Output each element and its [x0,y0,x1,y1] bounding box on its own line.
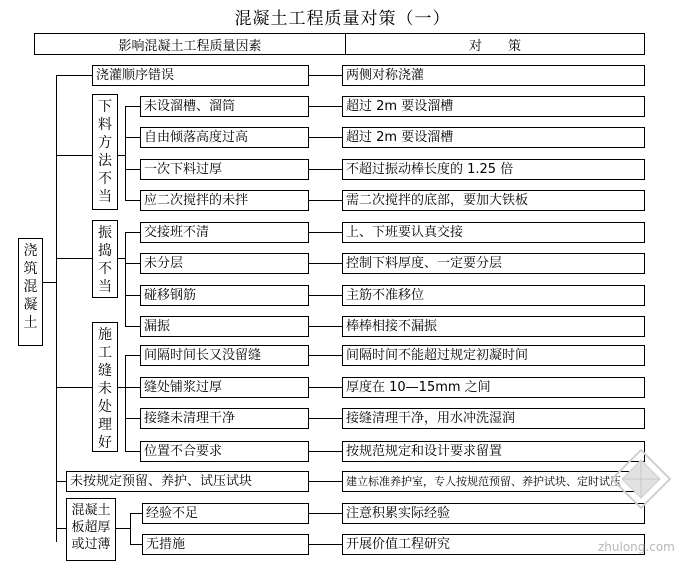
group-char: 当 [98,279,112,295]
group-1-spine [125,106,126,200]
group-char: 理 [98,417,112,433]
link-row-4 [308,169,342,170]
page-title: 混凝土工程质量对策（一） [234,9,451,29]
stub-row-4 [125,169,140,170]
cause-box [140,159,309,180]
cause-text: 经验不足 [146,506,199,521]
stub-row-13 [125,451,140,452]
cause-text: 碰移钢筋 [144,288,197,303]
trunk-to-group-2 [56,258,92,259]
group-char: 料 [98,117,112,133]
group-construction-joint [92,322,118,452]
stub-row-3 [125,137,140,138]
group-line: 或过薄 [71,537,111,552]
group-feeding-method [92,94,118,210]
cause-text: 无措施 [146,537,186,552]
cause-text: 未按规定预留、养护、试压试块 [70,474,253,489]
root-connector [42,282,57,283]
link-row-1 [308,75,342,76]
cause-text: 位置不合要求 [144,444,223,459]
stub-row-9 [125,326,140,327]
cause-box [140,285,309,306]
trunk-line [56,75,57,542]
stub-row-12 [125,418,140,419]
trunk-to-group-4 [56,528,66,529]
cause-text: 未设溜槽、溜筒 [144,99,236,114]
cause-box [140,127,309,148]
watermark-logo-icon [610,448,672,510]
link-row-13 [308,451,342,452]
stub-row-7 [125,263,140,264]
link-row-16 [308,544,342,545]
watermark-text: zhulong.com [598,540,675,554]
header-causes [34,33,346,55]
measure-text: 建立标准养护室，专人按规范预留、养护试块、定时试压 [346,475,621,488]
group-char: 施 [98,327,112,343]
measure-text: 接缝清理干净，用水冲洗湿润 [346,411,516,426]
group-char: 缝 [98,363,112,379]
cause-text: 漏振 [144,319,171,334]
root-char: 浇 [23,243,38,259]
link-row-11 [308,387,342,388]
group-char: 处 [98,399,112,415]
root-char: 筑 [23,261,38,277]
stub-row-8 [125,295,140,296]
group-char: 方 [98,135,112,151]
group-char: 捣 [98,243,112,259]
group-char: 法 [98,153,112,169]
stub-row-6 [125,232,140,233]
cause-box [140,222,309,243]
group-line: 板超厚 [71,520,111,535]
cause-text: 应二次搅拌的未拌 [144,193,249,208]
measure-text: 注意积累实际经验 [346,506,451,521]
group-char: 当 [98,189,112,205]
stub-row-15 [130,513,142,514]
link-row-9 [308,326,342,327]
link-row-10 [308,355,342,356]
group-char: 好 [98,435,112,451]
measure-text: 开展价值工程研究 [346,537,451,552]
measure-box [342,408,645,429]
group-char: 振 [98,225,112,241]
measure-box [342,253,645,274]
measure-text: 棒棒相接不漏振 [346,319,438,334]
measure-text: 厚度在 10—15mm 之间 [346,380,491,395]
group-char: 下 [98,99,112,115]
group-2-spine [125,232,126,326]
cause-text: 间隔时间长又没留缝 [144,348,262,363]
group-char: 工 [98,345,112,361]
stub-row-10 [125,355,140,356]
measure-box [342,127,645,148]
trunk-to-group-1 [56,155,92,156]
cause-box [140,96,309,117]
stub-row-2 [125,106,140,107]
root-char: 土 [23,315,38,331]
measure-text: 超过 2m 要设溜槽 [346,130,454,145]
measure-box [342,159,645,180]
link-row-15 [308,513,342,514]
measure-text: 上、下班要认真交接 [346,225,464,240]
stub-row-16 [130,544,142,545]
trunk-to-group-3 [56,387,92,388]
group-line: 混凝土 [71,503,111,518]
cause-text: 浇灌顺序错误 [96,68,175,83]
cause-box [142,534,309,555]
header-measures [345,33,645,55]
measure-text: 间隔时间不能超过规定初凝时间 [346,348,529,363]
cause-box [66,471,309,492]
link-row-2 [308,106,342,107]
cause-box [140,345,309,366]
header-causes-label: 影响混凝土工程质量因素 [118,38,262,54]
measure-text: 主筋不准移位 [346,288,425,303]
link-row-8 [308,295,342,296]
link-row-12 [308,418,342,419]
measure-text: 需二次搅拌的底部，要加大铁板 [346,193,529,208]
measure-text: 控制下料厚度、一定要分层 [346,256,503,271]
cause-text: 缝处铺浆过厚 [144,380,223,395]
measure-box [342,503,645,524]
measure-box [342,316,645,337]
link-row-5 [308,200,342,201]
group-1-stem [118,155,126,156]
measure-box [342,65,645,86]
stub-row-11 [125,387,140,388]
cause-text: 一次下料过厚 [144,162,223,177]
group-char: 未 [98,381,112,397]
cause-text: 未分层 [144,256,184,271]
header-measures-label: 对 策 [468,38,521,54]
measure-text: 超过 2m 要设溜槽 [346,99,454,114]
group-char: 不 [98,171,112,187]
measure-box [342,377,645,398]
measure-box [342,96,645,117]
group-char: 不 [98,261,112,277]
cause-box [140,408,309,429]
trunk-to-row-1 [56,75,92,76]
measure-text: 两侧对称浇灌 [346,68,425,83]
measure-box [342,285,645,306]
link-row-7 [308,263,342,264]
measure-box [342,471,645,492]
cause-text: 交接班不清 [144,225,210,240]
measure-box [342,222,645,243]
cause-text: 自由倾落高度过高 [144,130,249,145]
stub-row-5 [125,200,140,201]
root-node [18,238,43,346]
cause-text: 接缝未清理干净 [144,411,236,426]
cause-box [140,316,309,337]
group-4-stem [116,528,131,529]
measure-text: 不超过振动棒长度的 1.25 倍 [346,162,514,177]
cause-box [140,190,309,211]
link-row-14 [308,481,342,482]
cause-box [140,377,309,398]
cause-box [92,65,309,86]
link-row-6 [308,232,342,233]
cause-box [140,253,309,274]
group-vibration [92,220,118,298]
cause-box [140,441,309,462]
group-3-spine [125,355,126,452]
measure-box [342,345,645,366]
measure-box [342,441,645,462]
cause-box [142,503,309,524]
group-slab-thickness [66,498,116,561]
root-char: 混 [23,279,38,295]
group-2-stem [118,258,126,259]
measure-box [342,190,645,211]
link-row-3 [308,137,342,138]
root-char: 凝 [23,297,38,313]
measure-text: 按规范规定和设计要求留置 [346,444,503,459]
